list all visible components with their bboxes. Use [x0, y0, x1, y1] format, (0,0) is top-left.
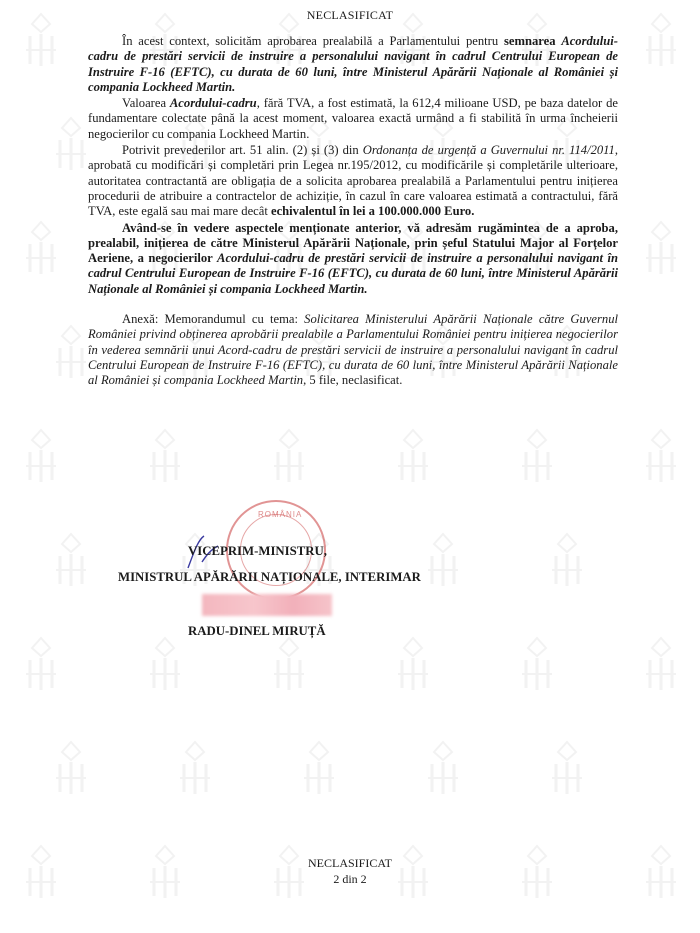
document-body [88, 34, 618, 390]
watermark-emblem-icon [546, 530, 588, 590]
annex-paragraph: Anexă: Memorandumul cu tema: Solicitarea Ministerului Apărării Naționale către Guvernul României privind obținerea aprobării prealabile a Parlamentului României pentru inițierea negocierilor în vederea semnării unui Acord-cadru de prestări servicii de instruire a personalului navigant în cadrul Centrului European de Instruire F-16 (EFTC), cu durata de 60 luni, între Ministerul Apărării Naționale al României și compania Lockheed Martin, 5 file, neclasificat. [88, 312, 618, 388]
watermark-emblem-icon [298, 738, 340, 798]
watermark-emblem-icon [50, 322, 92, 382]
watermark-emblem-icon [268, 634, 310, 694]
watermark-emblem-icon [20, 634, 62, 694]
watermark-emblem-icon [144, 634, 186, 694]
paragraph-2: Valoarea Acordului-cadru, fără TVA, a fost estimată, la 612,4 milioane USD, pe baza datelor de fundamentare colectate până la acest moment, valoarea exactă urmând a fi stabilită în urma încheierii negocierilor cu compania Lockheed Martin. [88, 96, 618, 141]
redacted-signature [202, 594, 332, 616]
watermark-emblem-icon [422, 530, 464, 590]
watermark-emblem-icon [392, 634, 434, 694]
footer [0, 855, 700, 887]
watermark-emblem-icon [392, 426, 434, 486]
watermark-emblem-icon [546, 738, 588, 798]
watermark-emblem-icon [268, 426, 310, 486]
stamp-text: ROMÂNIA [258, 510, 303, 519]
signatory-name: RADU-DINEL MIRUȚĂ [188, 624, 326, 638]
paragraph-4: Având-se în vedere aspectele menționate anterior, vă adresăm rugămintea de a aproba, prealabil, inițierea de către Ministerul Apărării Naționale, prin șeful Statului Major al Forțelor Aeriene, a negocierilor Acordului-cadru de prestări servicii de instruire a personalului navigant în cadrul Centrului European de Instruire F-16 (EFTC), cu durata de 60 luni, între Ministerul Apărării Naționale al României și compania Lockheed Martin. [88, 220, 618, 296]
signatory-title-2: MINISTRUL APĂRĂRII NAȚIONALE, INTERIMAR [118, 570, 421, 584]
watermark-emblem-icon [144, 426, 186, 486]
watermark-emblem-icon [50, 114, 92, 174]
paragraph-3: Potrivit prevederilor art. 51 alin. (2) și (3) din Ordonanța de urgență a Guvernului nr. 114/2011, aprobată cu modificări și completări prin Legea nr.195/2012, cu modificările și completările ulterioare, autoritatea contractantă are obligația de a solicita aprobarea prealabilă a Parlamentului pentru inițierea procedurii de atribuire a contractelor de achiziție, în cazul în care valoarea estimată a contractului, fără TVA, este egală sau mai mare decât echivalentul în lei a 100.000.000 Euro. [88, 143, 618, 219]
watermark-emblem-icon [174, 738, 216, 798]
watermark-emblem-icon [516, 634, 558, 694]
watermark-emblem-icon [20, 218, 62, 278]
watermark-emblem-icon [640, 634, 682, 694]
header-classification: NECLASIFICAT [306, 8, 394, 22]
watermark-emblem-icon [20, 426, 62, 486]
signatory-title-1: VICEPRIM-MINISTRU, [188, 544, 327, 558]
watermark-emblem-icon [640, 426, 682, 486]
watermark-emblem-icon [516, 426, 558, 486]
footer-classification: NECLASIFICAT [307, 856, 392, 870]
watermark-emblem-icon [640, 218, 682, 278]
watermark-emblem-icon [50, 530, 92, 590]
watermark-emblem-icon [422, 738, 464, 798]
watermark-emblem-icon [50, 738, 92, 798]
page-number: 2 din 2 [333, 872, 367, 886]
paragraph-1: În acest context, solicităm aprobarea prealabilă a Parlamentului pentru semnarea Acordului-cadru de prestări servicii de instruire a personalului navigant în cadrul Centrului European de Instruire F-16 (EFTC), cu durata de 60 luni, între Ministerul Apărării Naționale al României și compania Lockheed Martin. [88, 34, 618, 94]
